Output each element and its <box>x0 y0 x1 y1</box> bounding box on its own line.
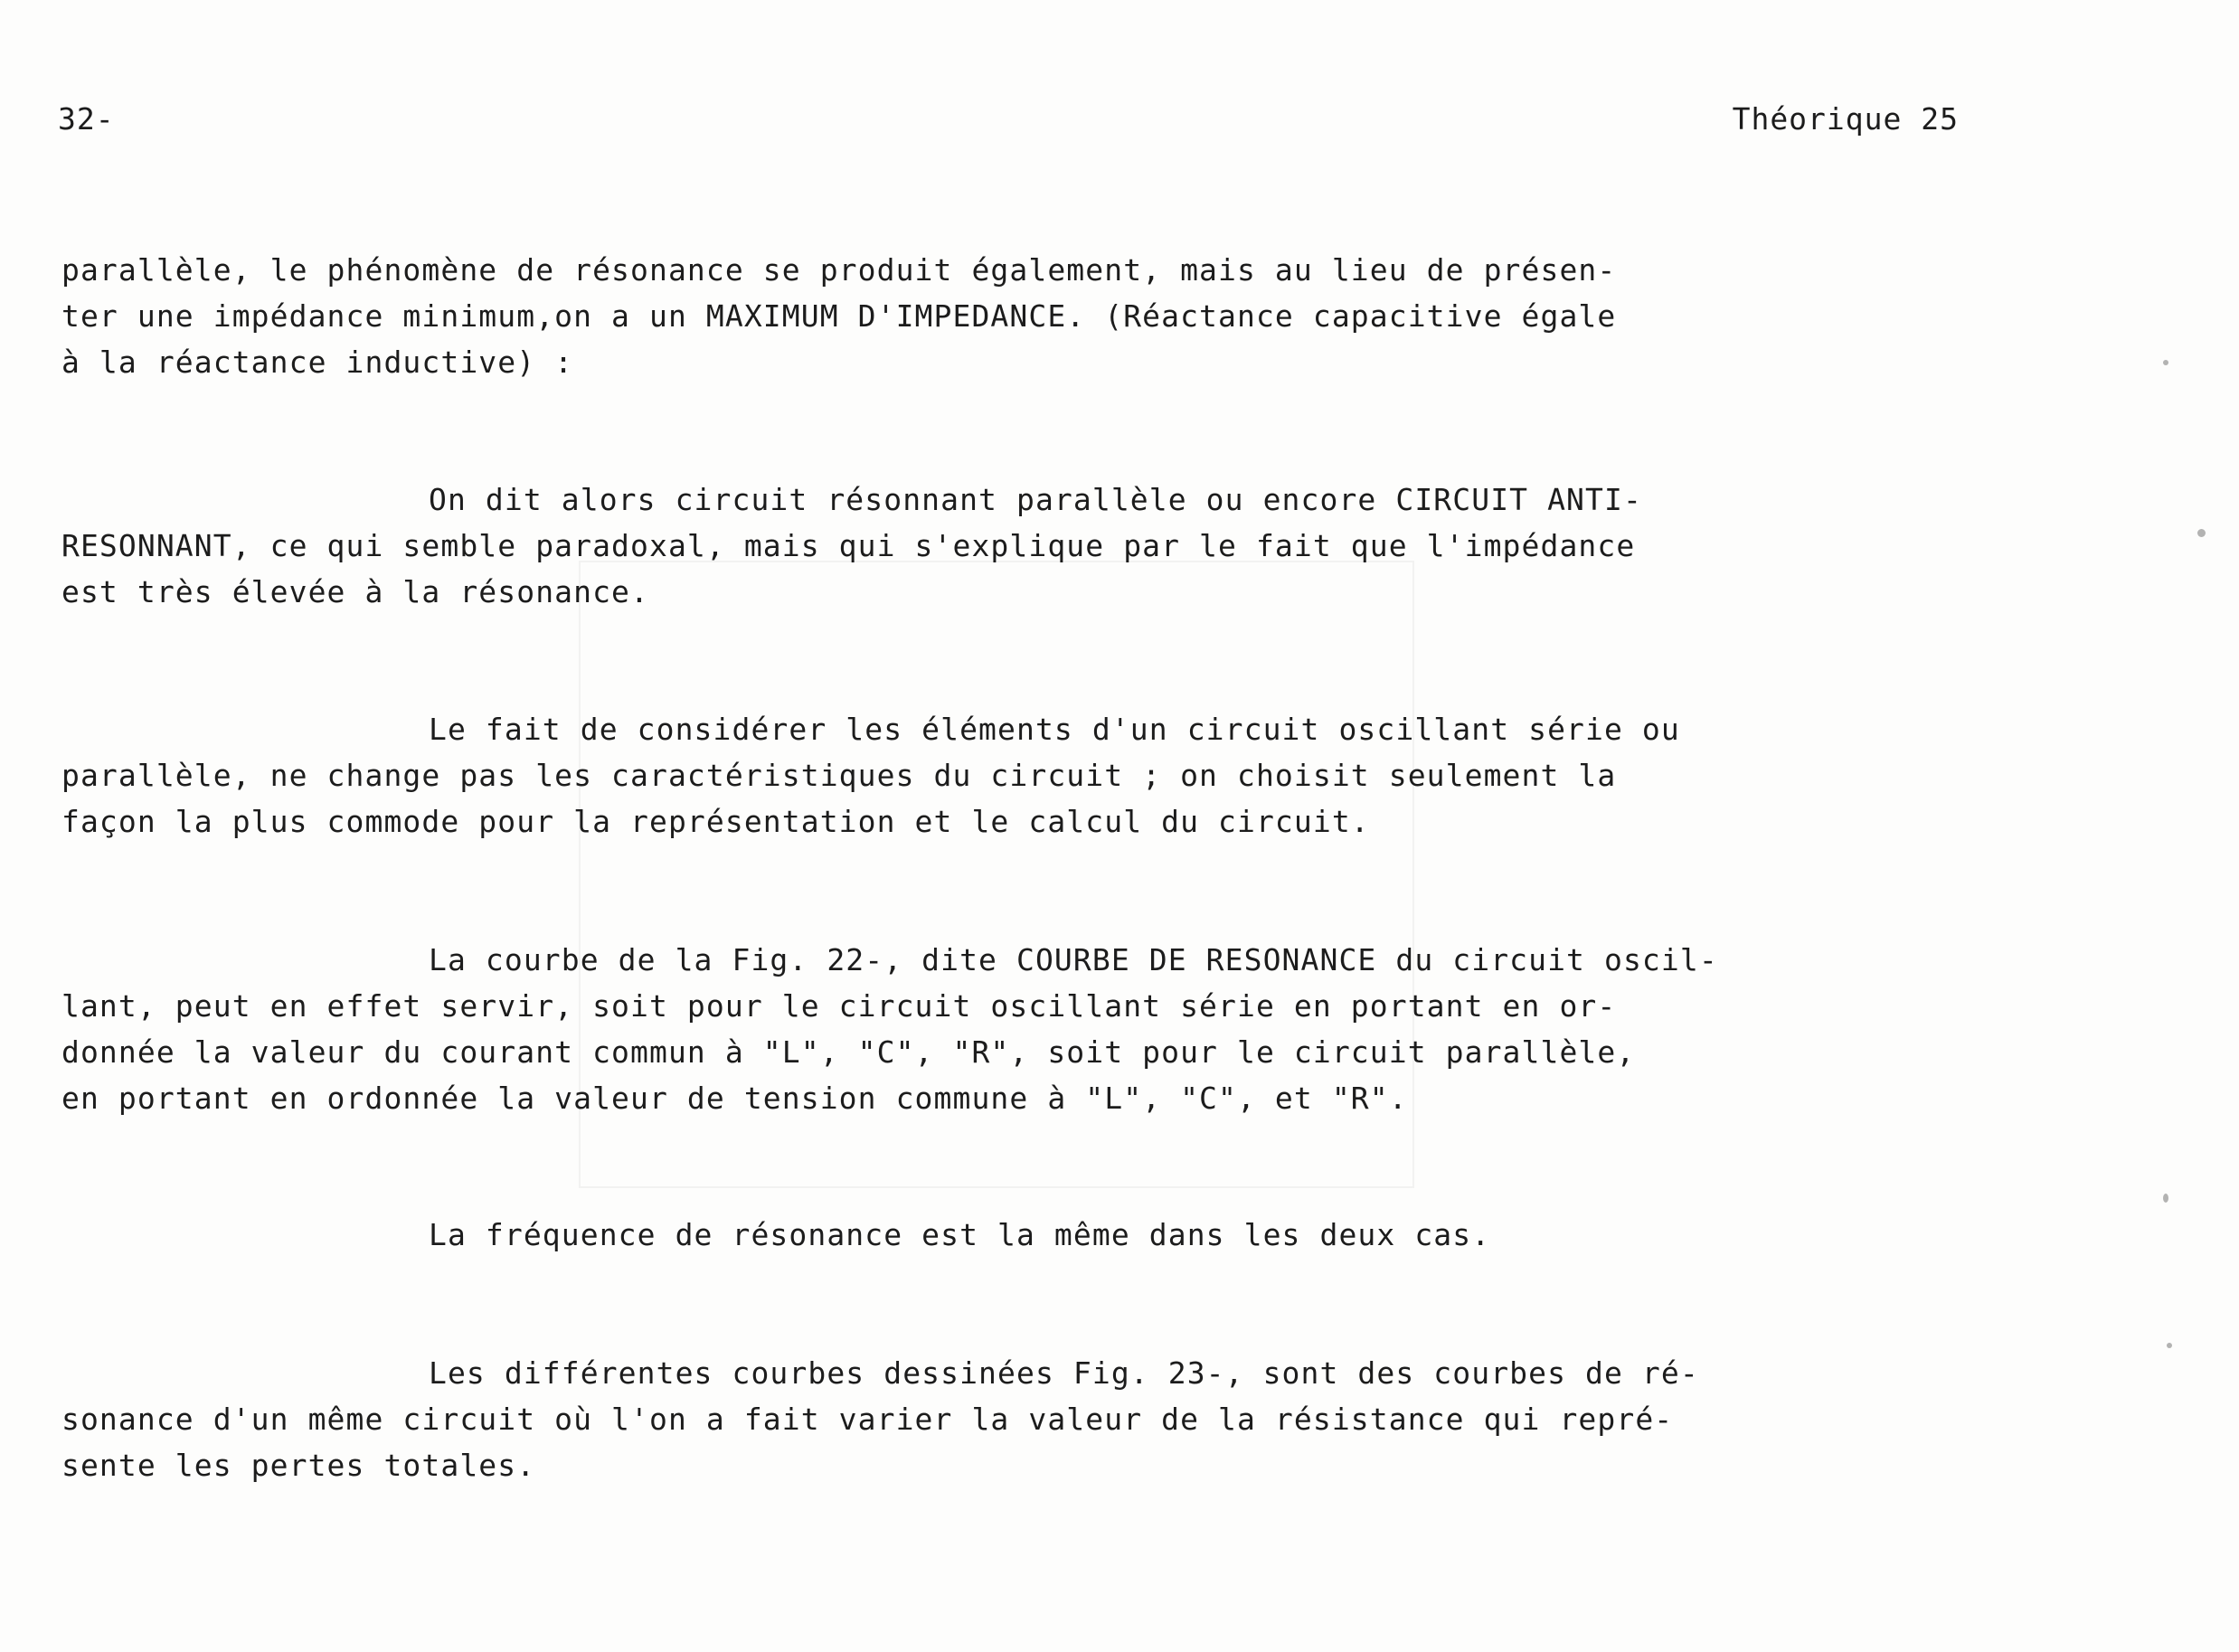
paragraph-4-line-2: lant, peut en effet servir, soit pour le circuit oscillant série en portant en or- <box>61 988 1617 1024</box>
paragraph-6-line-3: sente les pertes totales. <box>61 1448 536 1483</box>
paragraph-4-line-3: donnée la valeur du courant commun à "L", "C", "R", soit pour le circuit parallèle, <box>61 1034 1636 1070</box>
paragraph-3-line-3: façon la plus commode pour la représentation et le calcul du circuit. <box>61 804 1370 839</box>
page-section-title: Théorique 25 <box>1732 101 1959 137</box>
paragraph-2-line-1: On dit alors circuit résonnant parallèle ou encore CIRCUIT ANTI- <box>429 482 1642 517</box>
paragraph-2-line-3: est très élevée à la résonance. <box>61 574 649 609</box>
paragraph-3-line-2: parallèle, ne change pas les caractéristiques du circuit ; on choisit seulement la <box>61 758 1617 793</box>
paragraph-6-line-2: sonance d'un même circuit où l'on a fait varier la valeur de la résistance qui repré- <box>61 1402 1674 1437</box>
paragraph-1-line-2: ter une impédance minimum,on a un MAXIMUM D'IMPEDANCE. (Réactance capacitive égale <box>61 298 1617 334</box>
paragraph-5-line-1: La fréquence de résonance est la même dans les deux cas. <box>429 1217 1491 1252</box>
margin-speck <box>2163 360 2168 365</box>
paragraph-4-line-4: en portant en ordonnée la valeur de tension commune à "L", "C", et "R". <box>61 1081 1408 1116</box>
margin-speck <box>2167 1343 2172 1348</box>
paragraph-2-line-2: RESONNANT, ce qui semble paradoxal, mais qui s'explique par le fait que l'impédance <box>61 528 1636 563</box>
margin-speck <box>2197 529 2206 537</box>
margin-speck <box>2163 1194 2168 1203</box>
paragraph-4-line-1: La courbe de la Fig. 22-, dite COURBE DE RESONANCE du circuit oscil- <box>429 942 1718 977</box>
paragraph-6-line-1: Les différentes courbes dessinées Fig. 23-, sont des courbes de ré- <box>429 1355 1699 1391</box>
paragraph-1-line-1: parallèle, le phénomène de résonance se produit également, mais au lieu de présen- <box>61 252 1617 288</box>
paragraph-3-line-1: Le fait de considérer les éléments d'un circuit oscillant série ou <box>429 712 1680 747</box>
page-number: 32- <box>58 101 115 137</box>
paragraph-1-line-3: à la réactance inductive) : <box>61 345 574 380</box>
